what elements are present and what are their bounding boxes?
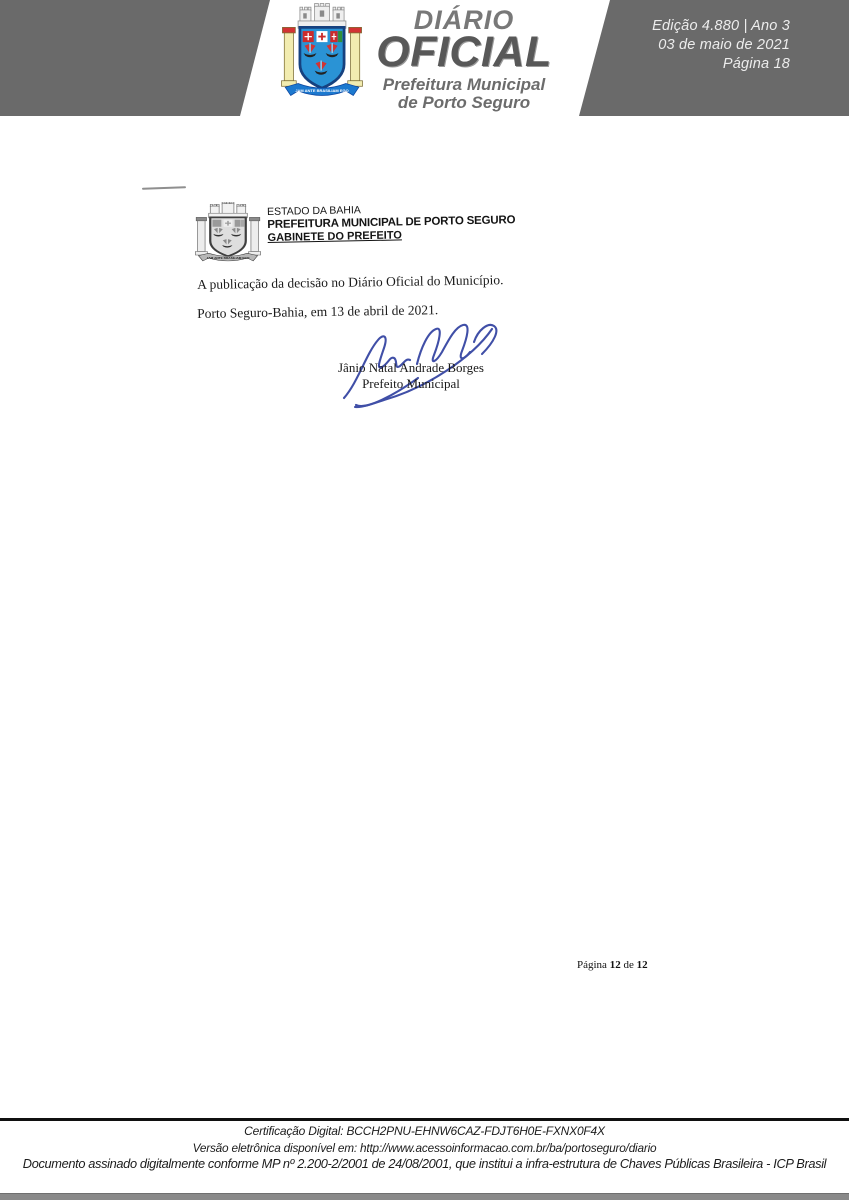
org-header <box>267 201 516 245</box>
masthead-subtitle-line2: de Porto Seguro <box>397 93 531 112</box>
signer-name: Jânio Natal Andrade Borges <box>338 360 484 375</box>
footer-legal-notice: Documento assinado digitalmente conforme MP nº 2.200-2/2001 de 24/08/2001, que institui a infra-estrutura de Chaves Públicas Brasileira - ICP Brasil <box>22 1156 827 1171</box>
footer-certification: Certificação Digital: BCCH2PNU-EHNW6CAZ-FDJT6H0E-FXNX0F4X <box>244 1124 605 1138</box>
page-counter-total: 12 <box>636 959 648 971</box>
page-counter-label: Página <box>577 959 607 971</box>
org-office-line: GABINETE DO PREFEITO <box>267 229 402 244</box>
document-coat-of-arms-icon <box>191 202 265 273</box>
document-crest-svg <box>191 202 265 268</box>
scan-artifact-line <box>142 186 186 190</box>
dateline: Porto Seguro-Bahia, em 13 de abril de 2021. <box>197 302 439 321</box>
page-line: Página 18 <box>722 56 790 72</box>
page-counter-separator: de <box>623 959 634 971</box>
edition-line: Edição 4.880 | Ano 3 <box>652 18 790 34</box>
org-state-line: ESTADO DA BAHIA <box>267 204 361 218</box>
mural-crown <box>209 202 247 218</box>
masthead-subtitle-line1: Prefeitura Municipal <box>382 75 546 94</box>
signer-title: Prefeito Municipal <box>362 376 460 391</box>
crest-motto-text: JAM ANTE BRASILIAM EGO <box>206 256 251 260</box>
shield <box>300 27 344 88</box>
page-counter-current: 12 <box>609 959 621 971</box>
masthead-left-bar <box>0 0 270 116</box>
footer-electronic-version: Versão eletrônica disponível em: http://www.acessoinformacao.com.br/ba/portoseguro/diario <box>192 1141 657 1155</box>
shield <box>210 217 246 256</box>
date-line: 03 de maio de 2021 <box>658 37 790 53</box>
mural-crown <box>298 3 346 28</box>
footer-divider <box>0 1118 849 1121</box>
masthead-logotype <box>348 6 580 112</box>
footer-bottom-bar <box>0 1193 849 1200</box>
crest-motto-text: JAM ANTE BRASILIAM EGO <box>295 88 349 94</box>
masthead-title-line1: DIÁRIO <box>413 5 515 35</box>
org-municipality-line: PREFEITURA MUNICIPAL DE PORTO SEGURO <box>267 214 516 231</box>
decision-paragraph: A publicação da decisão no Diário Oficial do Município. <box>197 272 504 292</box>
right-column <box>249 217 261 255</box>
masthead-title-line2: OFICIAL <box>376 28 552 76</box>
left-column <box>195 217 207 255</box>
left-column <box>282 27 297 86</box>
edition-info <box>652 17 790 74</box>
page-counter <box>577 959 648 971</box>
